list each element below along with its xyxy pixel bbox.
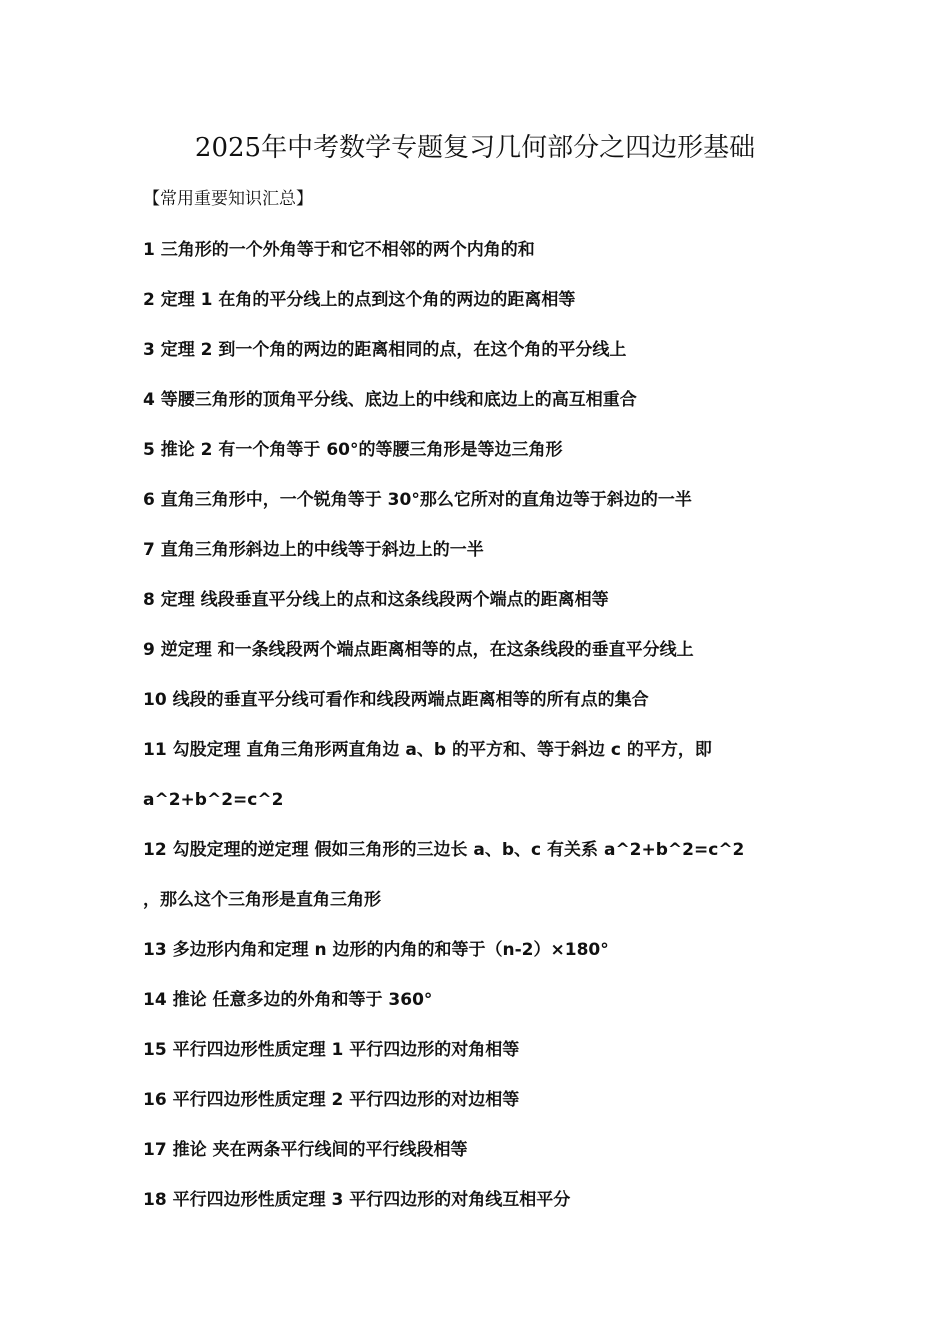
list-item: a^2+b^2=c^2 — [143, 790, 284, 810]
list-item: 7 直角三角形斜边上的中线等于斜边上的一半 — [143, 540, 484, 560]
list-item: 15 平行四边形性质定理 1 平行四边形的对角相等 — [143, 1040, 520, 1060]
list-item: 17 推论 夹在两条平行线间的平行线段相等 — [143, 1140, 468, 1160]
list-item: 11 勾股定理 直角三角形两直角边 a、b 的平方和、等于斜边 c 的平方，即 — [143, 740, 712, 760]
list-item: 12 勾股定理的逆定理 假如三角形的三边长 a、b、c 有关系 a^2+b^2=c^2 — [143, 840, 745, 860]
list-item: 16 平行四边形性质定理 2 平行四边形的对边相等 — [143, 1090, 520, 1110]
list-item: 14 推论 任意多边的外角和等于 360° — [143, 990, 433, 1010]
section-header: 【常用重要知识汇总】 — [143, 189, 313, 209]
list-item: 9 逆定理 和一条线段两个端点距离相等的点，在这条线段的垂直平分线上 — [143, 640, 694, 660]
list-item: 6 直角三角形中，一个锐角等于 30°那么它所对的直角边等于斜边的一半 — [143, 490, 692, 510]
document-title: 2025年中考数学专题复习几何部分之四边形基础 — [194, 133, 756, 163]
knowledge-list — [143, 230, 863, 1230]
list-item: 1 三角形的一个外角等于和它不相邻的两个内角的和 — [143, 240, 535, 260]
list-item: 10 线段的垂直平分线可看作和线段两端点距离相等的所有点的集合 — [143, 690, 649, 710]
list-item: 2 定理 1 在角的平分线上的点到这个角的两边的距离相等 — [143, 290, 576, 310]
list-item: 5 推论 2 有一个角等于 60°的等腰三角形是等边三角形 — [143, 440, 563, 460]
list-item: 3 定理 2 到一个角的两边的距离相同的点，在这个角的平分线上 — [143, 340, 627, 360]
list-item: 8 定理 线段垂直平分线上的点和这条线段两个端点的距离相等 — [143, 590, 609, 610]
list-item: 13 多边形内角和定理 n 边形的内角的和等于（n-2）×180° — [143, 940, 609, 960]
list-item: 4 等腰三角形的顶角平分线、底边上的中线和底边上的高互相重合 — [143, 390, 637, 410]
list-item: 18 平行四边形性质定理 3 平行四边形的对角线互相平分 — [143, 1190, 571, 1210]
list-item: ，那么这个三角形是直角三角形 — [143, 890, 381, 910]
